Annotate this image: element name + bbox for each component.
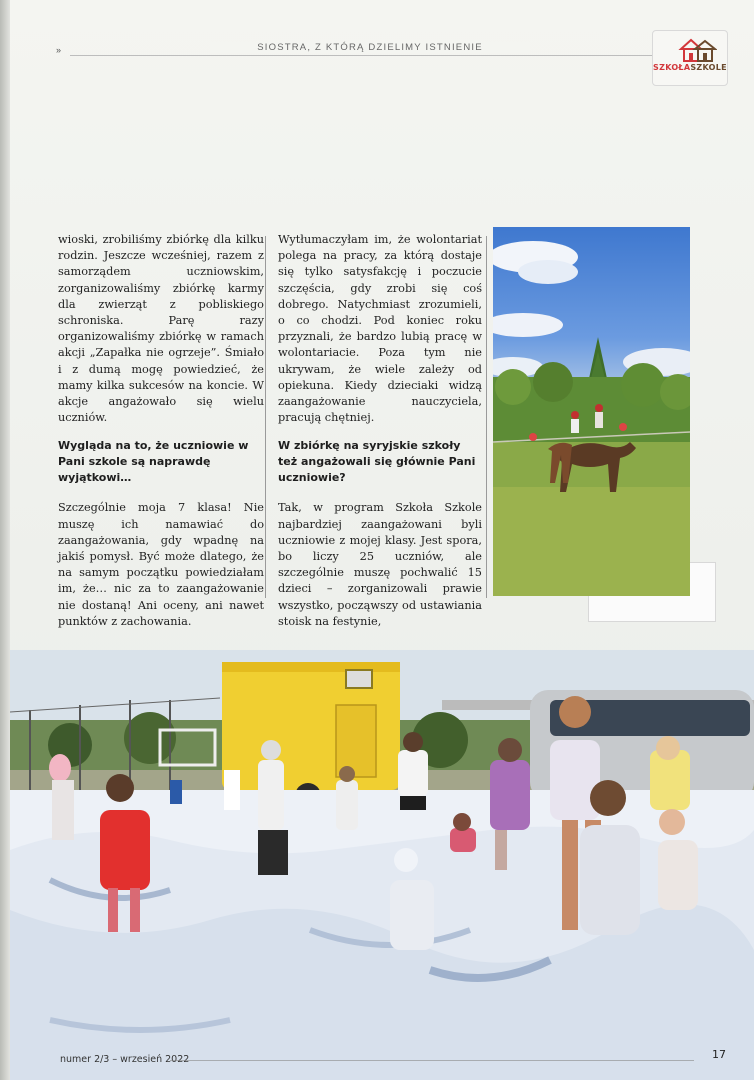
issue-info: numer 2/3 – wrzesień 2022 bbox=[60, 1054, 190, 1065]
header-rule bbox=[70, 55, 656, 56]
logo-wordmark bbox=[653, 63, 727, 72]
logo-word-2: SZKOLE bbox=[690, 63, 727, 72]
footer-rule bbox=[170, 1060, 694, 1061]
page-number: 17 bbox=[712, 1048, 726, 1061]
header-arrows: » bbox=[56, 45, 63, 55]
column1-paragraph-1: wioski, zrobiliśmy zbiórkę dla kilku rodzin. Jeszcze wcześniej, razem z samorządem uczniowskim, zorganizowaliśmy zbiórkę karmy dla zwierząt z pobliskiego schroniska. Parę razy organizowaliśmy zbiórkę w ramach akcji „Zapałka nie ogrzeje”. Śmiało i z dumą mogę powiedzieć, że mamy kilka sukcesów na koncie. W akcje angażowało się wielu uczniów. bbox=[58, 233, 264, 425]
page-spine-shadow bbox=[0, 0, 10, 1080]
column2-paragraph-1: Wytłumaczyłam im, że wolontariat polega na pracy, za którą dostaje się tylko satysfakcję i poczucie szczęścia, gdy zrobi się coś dobrego. Natychmiast zrozumieli, o co chodzi. Pod koniec roku przyznali, że bardzo lubią pracę w wolontariacie. Poza tym nie ukrywam, że wiele zależy od opiekuna. Kiedy dzieciaki widzą zaangażowanie nauczyciela, pracują chętniej. bbox=[278, 233, 482, 425]
school-house-icon bbox=[677, 37, 717, 63]
magazine-page bbox=[10, 0, 754, 1080]
foam-party-photo bbox=[10, 650, 754, 1080]
column-divider-2 bbox=[486, 236, 487, 598]
column-divider-1 bbox=[265, 236, 266, 598]
column1-paragraph-2: Szczególnie moja 7 klasa! Nie muszę ich namawiać do zaangażowania, gdy wpadnę na jakiś pomysł. Być może dlatego, że na samym początku powiedziałam im, że… nic za to zaangażowanie nie dostaną! Ani oceny, ani nawet punktów z zachowania. bbox=[58, 501, 264, 628]
szkola-szkole-logo bbox=[652, 30, 728, 86]
interview-question-2: W zbiórkę na syryjskie szkoły też angażowali się głównie Pani uczniowie? bbox=[278, 439, 476, 485]
column2-paragraph-2: Tak, w program Szkoła Szkole najbardziej zaangażowani byli uczniowie z mojej klasy. Jest spora, bo liczy 25 uczniów, ale szczególnie muszę pochwalić 15 dzieci – zorganizowali prawie wszystko, począwszy od ustawiania stoisk na festynie, bbox=[278, 501, 482, 628]
running-header-title: SIOSTRA, Z KTÓRĄ DZIELIMY ISTNIENIE bbox=[210, 42, 530, 53]
interview-question-1: Wygląda na to, że uczniowie w Pani szkole są naprawdę wyjątkowi… bbox=[58, 439, 249, 485]
text-column-2 bbox=[278, 232, 482, 642]
horse-riding-photo bbox=[493, 227, 690, 596]
logo-word-1: SZKOŁA bbox=[653, 63, 691, 72]
text-column-1 bbox=[58, 232, 264, 642]
